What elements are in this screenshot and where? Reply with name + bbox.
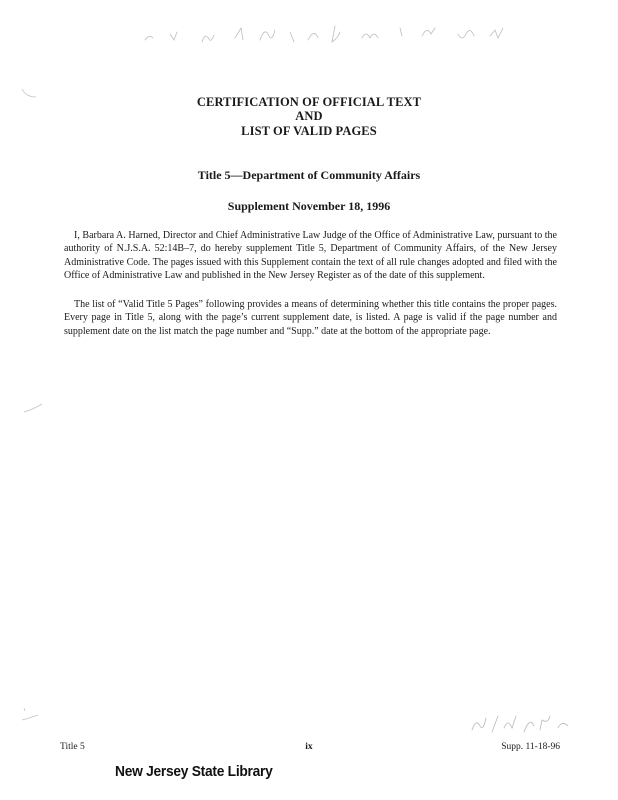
footer-supplement-date: Supp. 11-18-96 xyxy=(501,742,560,752)
supplement-date: Supplement November 18, 1996 xyxy=(227,199,391,213)
certification-paragraph: I, Barbara A. Harned, Director and Chief Administrative Law Judge of the Office of Administrative Law, pursuant to the authority of N.J.S.A. 52:14B–7, do hereby supplement Title 5, Department of Community Affairs, of the New Jersey Administrative Code. The pages issued with this Supplement contain the text of all rule changes adopted and filed with the Office of Administrative Law and published in the New Jersey Register as of the date of this supplement. xyxy=(64,230,557,281)
handwritten-note-top xyxy=(140,14,540,48)
library-stamp: New Jersey State Library xyxy=(115,763,273,780)
heading-valid-pages: LIST OF VALID PAGES xyxy=(241,124,377,138)
heading-and: AND xyxy=(295,109,323,123)
page-number: ix xyxy=(305,742,313,752)
heading-certification: CERTIFICATION OF OFFICIAL TEXT xyxy=(196,95,422,109)
handwritten-initials xyxy=(466,708,586,738)
scan-mark xyxy=(22,402,44,414)
valid-pages-paragraph: The list of “Valid Title 5 Pages” following provides a means of determining whether this title contains the proper pages. Every page in Title 5, along with the page’s current supplement date, is listed. A page is valid if the page number and supplement date on the list match the page number and “Supp.” date at the bottom of the appropriate page. xyxy=(64,299,557,337)
title-department: Title 5—Department of Community Affairs xyxy=(197,168,421,182)
footer-title: Title 5 xyxy=(60,742,85,752)
scan-mark xyxy=(20,706,42,722)
